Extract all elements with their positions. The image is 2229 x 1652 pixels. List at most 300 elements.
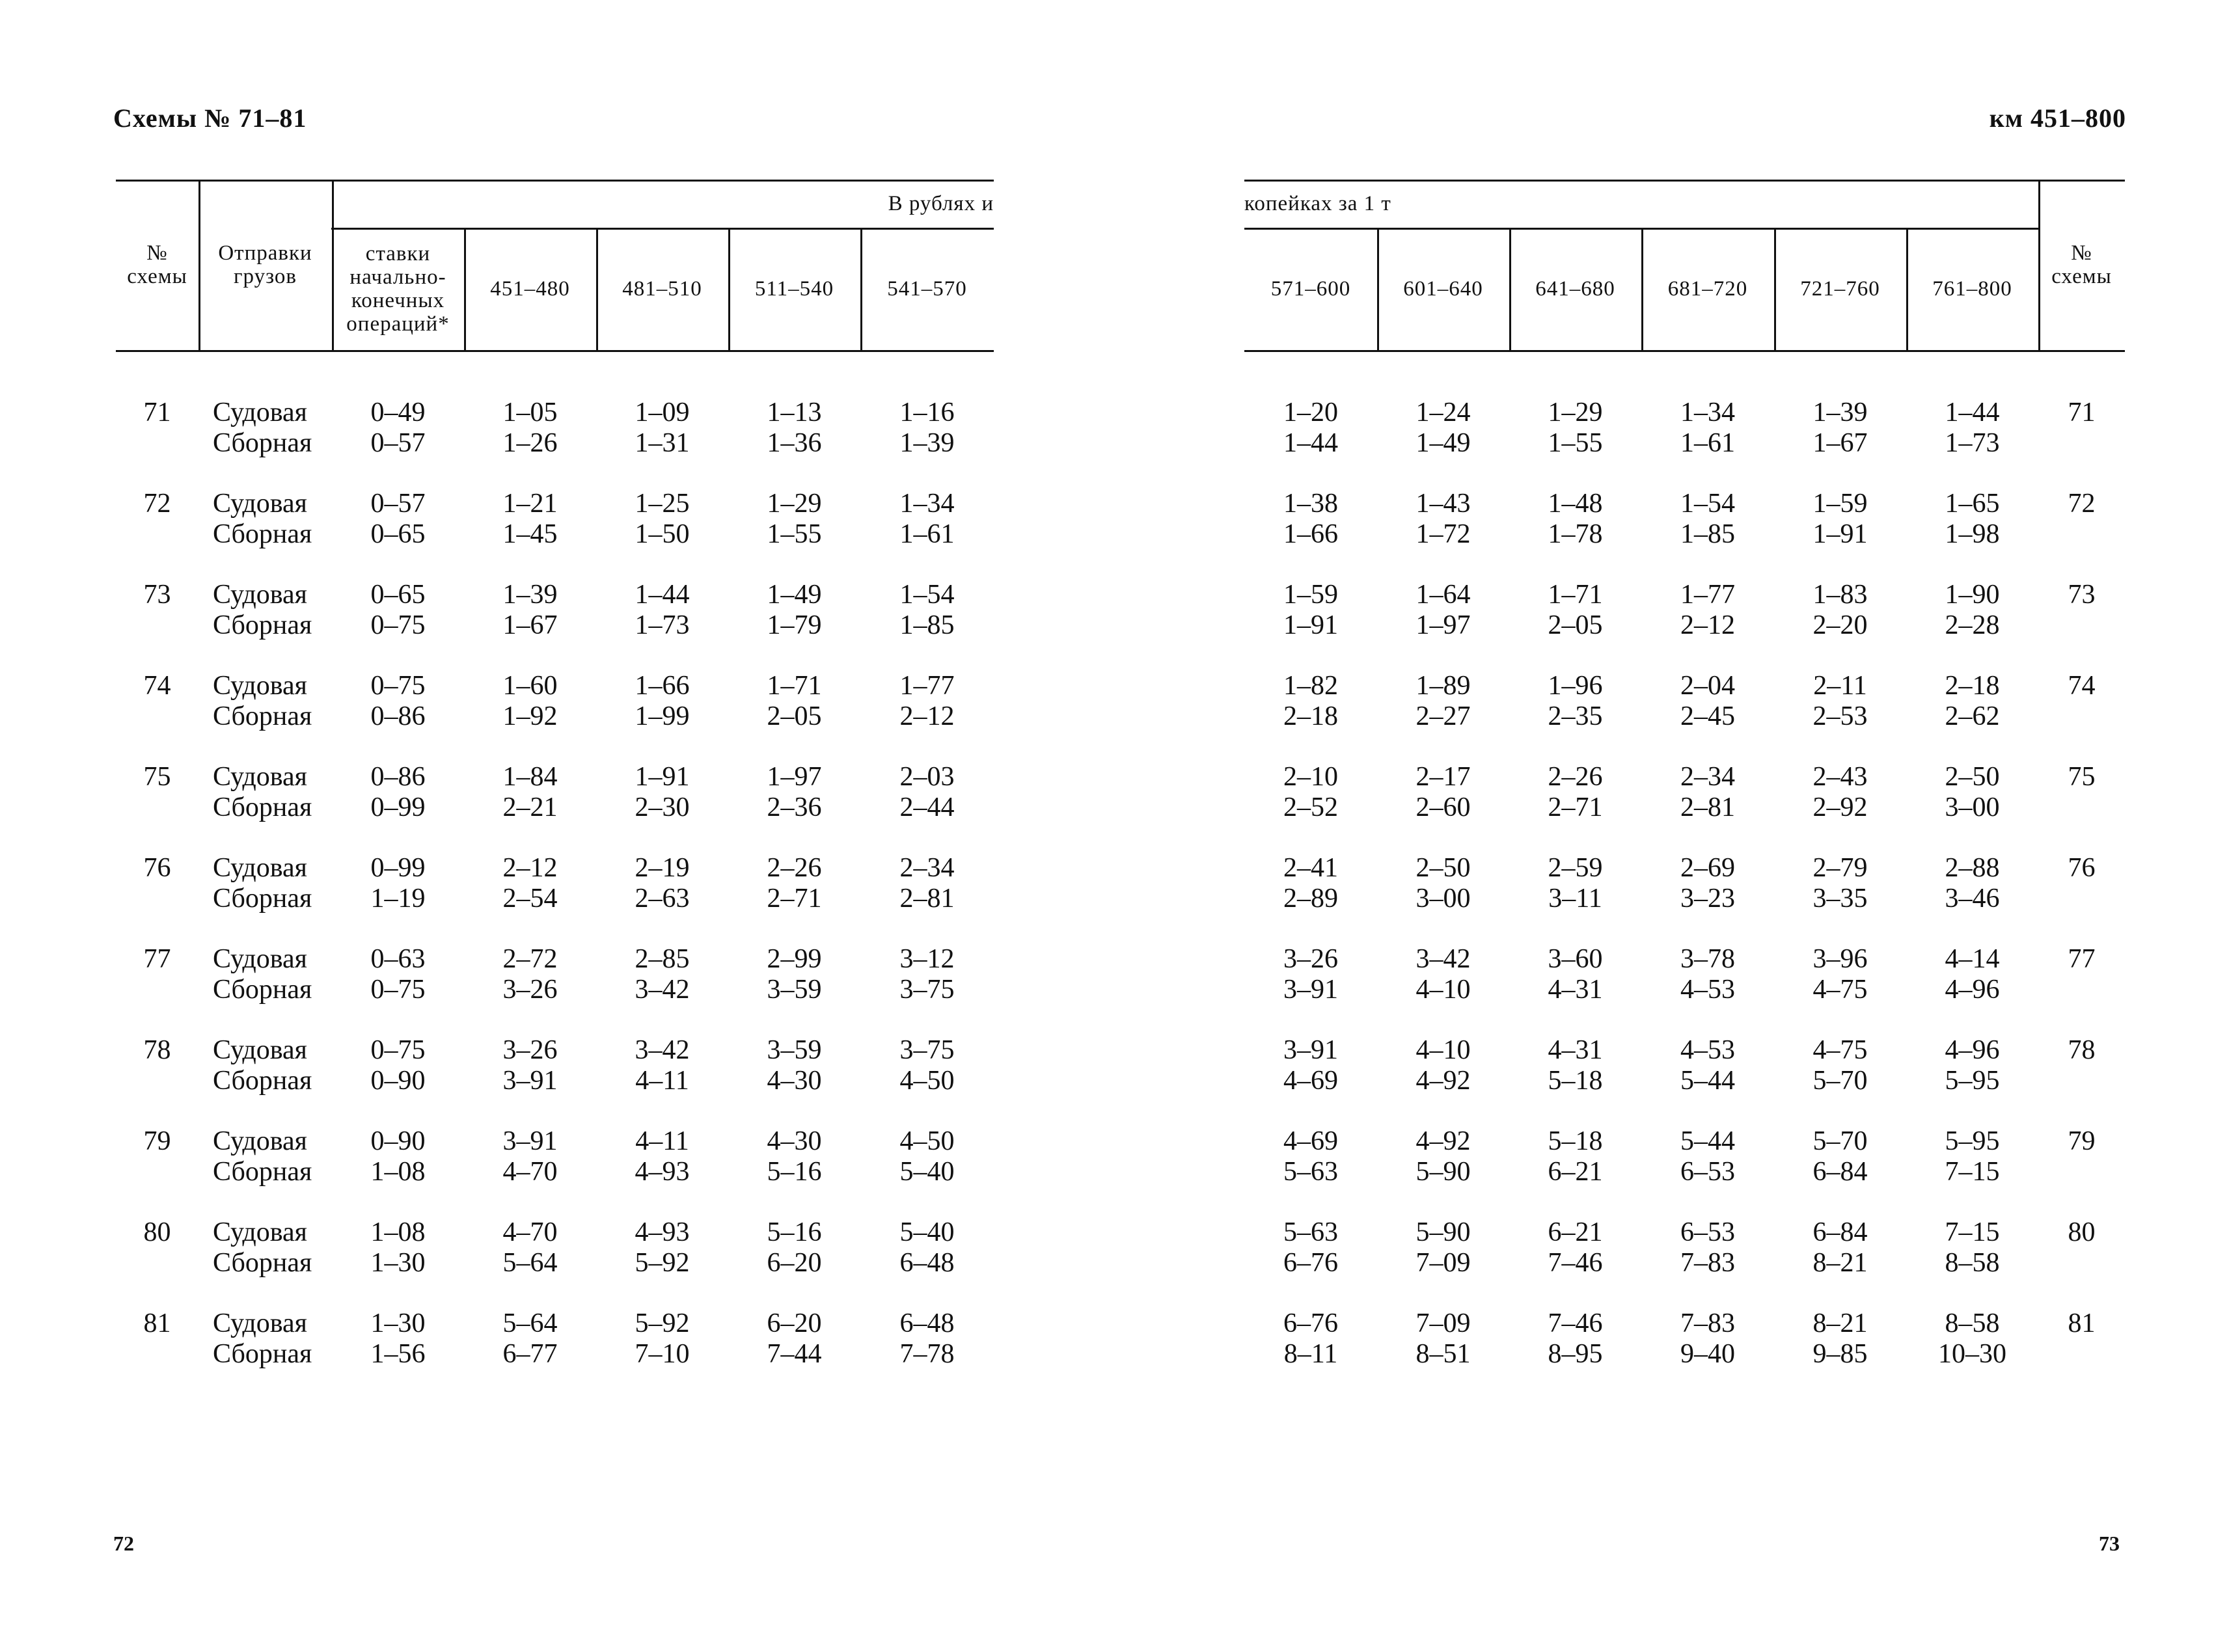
page-number-right: 73 (2099, 1532, 2120, 1555)
header-km-range-left-2: 511–540 (754, 277, 834, 301)
rate-cell-left: 2–21 (502, 792, 558, 822)
rate-cell-right: 3–78 (1680, 944, 1735, 974)
rate-cell-left: 2–36 (767, 792, 822, 822)
rate-cell-right: 1–64 (1415, 580, 1471, 610)
rate-cell-left: 1–16 (899, 398, 955, 427)
rate-cell-right: 1–44 (1283, 428, 1338, 458)
rate-cell-left: 1–45 (502, 519, 558, 549)
rate-cell-right: 5–70 (1812, 1066, 1868, 1096)
rate-cell-left: 1–34 (899, 489, 955, 519)
rate-cell-right: 2–28 (1945, 610, 2000, 640)
page-number-left: 72 (113, 1532, 134, 1555)
rate-cell-right: 8–51 (1415, 1339, 1471, 1369)
header-km-range-right-0: 571–600 (1270, 277, 1351, 301)
rate-cell-right: 3–91 (1283, 1035, 1338, 1065)
rate-cell-right: 1–59 (1283, 580, 1338, 610)
initial-rate: 1–30 (370, 1248, 426, 1278)
rate-cell-right: 5–44 (1680, 1066, 1735, 1096)
rate-cell-right: 6–21 (1548, 1217, 1603, 1247)
shipment-type: Сборная (213, 792, 312, 822)
rate-cell-right: 5–95 (1945, 1126, 2000, 1156)
rate-cell-left: 2–12 (899, 701, 955, 731)
initial-rate: 0–57 (370, 428, 426, 458)
rate-cell-left: 3–59 (767, 975, 822, 1005)
rate-cell-left: 5–64 (502, 1248, 558, 1278)
shipment-type: Судовая (213, 853, 307, 883)
rate-cell-right: 5–90 (1415, 1157, 1471, 1187)
initial-rate: 0–86 (370, 701, 426, 731)
rate-cell-right: 4–96 (1945, 1035, 2000, 1065)
rate-cell-right: 2–11 (1813, 671, 1867, 701)
initial-rate: 0–75 (370, 671, 426, 701)
rate-cell-right: 2–34 (1680, 762, 1735, 792)
rate-cell-right: 2–12 (1680, 610, 1735, 640)
rate-cell-left: 1–91 (635, 762, 690, 792)
initial-rate: 0–99 (370, 853, 426, 883)
header-span-left: В рублях и (888, 192, 994, 215)
rate-cell-right: 10–30 (1938, 1339, 2006, 1369)
rate-cell-left: 2–30 (635, 792, 690, 822)
rate-cell-right: 4–75 (1812, 1035, 1868, 1065)
rate-cell-right: 7–83 (1680, 1308, 1735, 1338)
scheme-number-right: 71 (2068, 398, 2096, 427)
rate-cell-right: 3–26 (1283, 944, 1338, 974)
rate-cell-left: 2–44 (899, 792, 955, 822)
rate-cell-right: 1–90 (1945, 580, 2000, 610)
header-scheme-no: № схемы (127, 241, 187, 288)
rate-cell-right: 1–54 (1680, 489, 1735, 519)
rate-cell-right: 3–42 (1415, 944, 1471, 974)
rate-cell-right: 8–11 (1283, 1339, 1338, 1369)
rate-cell-left: 1–67 (502, 610, 558, 640)
rate-cell-left: 1–61 (899, 519, 955, 549)
scheme-number: 76 (143, 853, 171, 883)
shipment-type: Сборная (213, 1157, 312, 1187)
rate-cell-right: 1–38 (1283, 489, 1338, 519)
rate-cell-right: 5–95 (1945, 1066, 2000, 1096)
scheme-number-right: 74 (2068, 671, 2096, 701)
rate-cell-left: 2–26 (767, 853, 822, 883)
rate-cell-right: 4–14 (1945, 944, 2000, 974)
shipment-type: Сборная (213, 519, 312, 549)
rate-cell-left: 2–85 (635, 944, 690, 974)
rate-cell-right: 1–29 (1548, 398, 1603, 427)
scheme-number: 73 (143, 580, 171, 610)
rate-cell-right: 6–53 (1680, 1217, 1735, 1247)
rate-cell-left: 5–92 (635, 1248, 690, 1278)
rate-cell-right: 9–85 (1812, 1339, 1868, 1369)
scheme-number-right: 81 (2068, 1308, 2096, 1338)
rate-cell-right: 2–17 (1415, 762, 1471, 792)
rate-cell-right: 8–21 (1812, 1248, 1868, 1278)
header-km-range-left-0: 451–480 (490, 277, 570, 301)
scheme-number-right: 78 (2068, 1035, 2096, 1065)
rate-cell-left: 5–40 (899, 1217, 955, 1247)
rate-cell-left: 3–91 (502, 1126, 558, 1156)
rate-cell-right: 4–53 (1680, 1035, 1735, 1065)
rate-cell-left: 2–71 (767, 884, 822, 914)
header-scheme-no-right: № схемы (2051, 241, 2112, 288)
rate-cell-left: 2–99 (767, 944, 822, 974)
initial-rate: 1–30 (370, 1308, 426, 1338)
scheme-number-right: 75 (2068, 762, 2096, 792)
rate-cell-right: 1–67 (1812, 428, 1868, 458)
shipment-type: Сборная (213, 1066, 312, 1096)
rate-cell-left: 1–73 (635, 610, 690, 640)
rate-cell-right: 4–96 (1945, 975, 2000, 1005)
rate-cell-left: 7–78 (899, 1339, 955, 1369)
rate-cell-right: 1–20 (1283, 398, 1338, 427)
rate-cell-left: 1–49 (767, 580, 822, 610)
shipment-type: Сборная (213, 884, 312, 914)
rate-cell-left: 1–84 (502, 762, 558, 792)
rate-cell-right: 1–82 (1283, 671, 1338, 701)
rate-cell-right: 2–50 (1945, 762, 2000, 792)
scheme-number: 75 (143, 762, 171, 792)
rate-cell-left: 4–11 (635, 1066, 689, 1096)
rate-cell-left: 4–30 (767, 1126, 822, 1156)
rate-cell-right: 7–15 (1945, 1217, 2000, 1247)
rate-cell-right: 6–84 (1812, 1157, 1868, 1187)
rate-cell-right: 2–10 (1283, 762, 1338, 792)
rate-cell-right: 5–90 (1415, 1217, 1471, 1247)
rate-cell-right: 3–11 (1548, 884, 1602, 914)
rate-cell-right: 5–18 (1548, 1126, 1603, 1156)
rate-cell-right: 1–91 (1283, 610, 1338, 640)
header-bottom-rule-left (116, 350, 994, 352)
header-bottom-rule-right (1244, 350, 2125, 352)
shipment-type: Судовая (213, 1035, 307, 1065)
scheme-number: 81 (143, 1308, 171, 1338)
rate-cell-right: 2–50 (1415, 853, 1471, 883)
rate-cell-left: 1–21 (502, 489, 558, 519)
scheme-number-right: 73 (2068, 580, 2096, 610)
initial-rate: 0–75 (370, 975, 426, 1005)
scheme-number: 72 (143, 489, 171, 519)
rate-cell-right: 2–45 (1680, 701, 1735, 731)
rate-cell-right: 2–79 (1812, 853, 1868, 883)
rate-cell-right: 4–31 (1548, 975, 1603, 1005)
header-rates-initial: ставки начально-конечных операций* (346, 242, 450, 336)
scheme-number-right: 80 (2068, 1217, 2096, 1247)
header-km-range-left-3: 541–570 (887, 277, 967, 301)
scheme-number-right: 72 (2068, 489, 2096, 519)
rate-cell-left: 1–26 (502, 428, 558, 458)
rate-cell-right: 2–18 (1283, 701, 1338, 731)
rate-cell-left: 2–72 (502, 944, 558, 974)
initial-rate: 1–08 (370, 1157, 426, 1187)
rate-cell-right: 6–53 (1680, 1157, 1735, 1187)
rate-cell-right: 4–69 (1283, 1066, 1338, 1096)
rate-cell-left: 2–05 (767, 701, 822, 731)
shipment-type: Судовая (213, 762, 307, 792)
header-shipment: Отправки грузов (218, 241, 312, 288)
initial-rate: 0–86 (370, 762, 426, 792)
initial-rate: 1–19 (370, 884, 426, 914)
rate-cell-left: 5–16 (767, 1157, 822, 1187)
scheme-number-right: 79 (2068, 1126, 2096, 1156)
rate-cell-right: 1–65 (1945, 489, 2000, 519)
rate-cell-right: 6–21 (1548, 1157, 1603, 1187)
initial-rate: 0–65 (370, 580, 426, 610)
rate-cell-right: 7–15 (1945, 1157, 2000, 1187)
rate-cell-right: 2–41 (1283, 853, 1338, 883)
rate-cell-left: 3–42 (635, 1035, 690, 1065)
rate-cell-right: 8–95 (1548, 1339, 1603, 1369)
rate-cell-right: 1–85 (1680, 519, 1735, 549)
page-header-right: км 451–800 (1989, 103, 2126, 133)
rate-cell-left: 6–48 (899, 1248, 955, 1278)
rate-cell-right: 1–43 (1415, 489, 1471, 519)
rate-cell-left: 6–20 (767, 1248, 822, 1278)
initial-rate: 1–56 (370, 1339, 426, 1369)
rate-cell-right: 7–46 (1548, 1308, 1603, 1338)
rate-cell-right: 1–44 (1945, 398, 2000, 427)
rate-cell-right: 4–69 (1283, 1126, 1338, 1156)
rate-cell-left: 1–54 (899, 580, 955, 610)
rate-cell-left: 1–31 (635, 428, 690, 458)
rate-cell-right: 1–72 (1415, 519, 1471, 549)
rate-cell-right: 1–78 (1548, 519, 1603, 549)
rate-cell-left: 3–12 (899, 944, 955, 974)
rate-cell-right: 7–09 (1415, 1308, 1471, 1338)
initial-rate: 0–75 (370, 1035, 426, 1065)
rate-cell-right: 4–75 (1812, 975, 1868, 1005)
rate-cell-right: 2–05 (1548, 610, 1603, 640)
initial-rate: 0–99 (370, 792, 426, 822)
rate-cell-left: 2–63 (635, 884, 690, 914)
rate-cell-left: 5–16 (767, 1217, 822, 1247)
rate-cell-right: 7–09 (1415, 1248, 1471, 1278)
header-km-range-right-3: 681–720 (1667, 277, 1748, 301)
header-km-range-right-2: 641–680 (1535, 277, 1615, 301)
shipment-type: Сборная (213, 1248, 312, 1278)
rate-cell-right: 1–61 (1680, 428, 1735, 458)
rate-cell-left: 1–29 (767, 489, 822, 519)
rate-cell-left: 4–30 (767, 1066, 822, 1096)
rate-cell-right: 2–88 (1945, 853, 2000, 883)
rate-cell-right: 4–10 (1415, 975, 1471, 1005)
rate-cell-right: 6–84 (1812, 1217, 1868, 1247)
shipment-type: Сборная (213, 610, 312, 640)
rate-cell-right: 7–83 (1680, 1248, 1735, 1278)
rate-cell-right: 2–69 (1680, 853, 1735, 883)
rate-cell-right: 1–59 (1812, 489, 1868, 519)
rate-cell-left: 2–03 (899, 762, 955, 792)
shipment-type: Сборная (213, 428, 312, 458)
shipment-type: Судовая (213, 1126, 307, 1156)
rate-cell-right: 5–44 (1680, 1126, 1735, 1156)
rate-cell-right: 2–20 (1812, 610, 1868, 640)
rate-cell-left: 1–09 (635, 398, 690, 427)
scheme-number: 74 (143, 671, 171, 701)
scheme-number: 77 (143, 944, 171, 974)
header-km-range-right-4: 721–760 (1800, 277, 1880, 301)
rate-cell-right: 2–18 (1945, 671, 2000, 701)
rate-cell-right: 2–60 (1415, 792, 1471, 822)
rate-cell-left: 1–99 (635, 701, 690, 731)
rate-cell-right: 8–58 (1945, 1308, 2000, 1338)
rate-cell-right: 1–48 (1548, 489, 1603, 519)
initial-rate: 0–65 (370, 519, 426, 549)
rate-cell-right: 1–83 (1812, 580, 1868, 610)
rate-cell-right: 5–63 (1283, 1157, 1338, 1187)
header-km-range-right-5: 761–800 (1932, 277, 2012, 301)
shipment-type: Судовая (213, 489, 307, 519)
initial-rate: 0–75 (370, 610, 426, 640)
rate-cell-left: 1–66 (635, 671, 690, 701)
rate-cell-right: 5–70 (1812, 1126, 1868, 1156)
rate-cell-left: 4–50 (899, 1126, 955, 1156)
rate-cell-left: 1–77 (899, 671, 955, 701)
rate-cell-right: 3–23 (1680, 884, 1735, 914)
scheme-number: 71 (143, 398, 171, 427)
rate-cell-left: 1–05 (502, 398, 558, 427)
rate-cell-right: 1–73 (1945, 428, 2000, 458)
rate-cell-right: 2–92 (1812, 792, 1868, 822)
rate-cell-right: 1–66 (1283, 519, 1338, 549)
initial-rate: 0–90 (370, 1066, 426, 1096)
rate-cell-left: 4–70 (502, 1157, 558, 1187)
rate-cell-right: 8–58 (1945, 1248, 2000, 1278)
scheme-number: 78 (143, 1035, 171, 1065)
rate-cell-right: 9–40 (1680, 1339, 1735, 1369)
shipment-type: Сборная (213, 701, 312, 731)
rate-cell-right: 3–35 (1812, 884, 1868, 914)
rate-cell-right: 1–49 (1415, 428, 1471, 458)
rate-cell-left: 1–50 (635, 519, 690, 549)
header-span-right: копейках за 1 т (1244, 192, 1391, 215)
rate-cell-right: 1–71 (1548, 580, 1603, 610)
rate-cell-left: 2–54 (502, 884, 558, 914)
rate-cell-right: 3–00 (1415, 884, 1471, 914)
rate-cell-left: 2–34 (899, 853, 955, 883)
scheme-number: 79 (143, 1126, 171, 1156)
rate-cell-left: 4–50 (899, 1066, 955, 1096)
rate-cell-right: 4–10 (1415, 1035, 1471, 1065)
rate-cell-right: 2–04 (1680, 671, 1735, 701)
rate-cell-left: 6–77 (502, 1339, 558, 1369)
rate-cell-left: 7–10 (635, 1339, 690, 1369)
scheme-number-right: 76 (2068, 853, 2096, 883)
rate-cell-right: 1–97 (1415, 610, 1471, 640)
rate-cell-right: 2–26 (1548, 762, 1603, 792)
rate-cell-right: 1–89 (1415, 671, 1471, 701)
shipment-type: Судовая (213, 671, 307, 701)
rate-cell-right: 1–55 (1548, 428, 1603, 458)
initial-rate: 0–63 (370, 944, 426, 974)
rate-cell-right: 2–52 (1283, 792, 1338, 822)
rate-cell-left: 3–42 (635, 975, 690, 1005)
rate-cell-right: 2–43 (1812, 762, 1868, 792)
rate-cell-right: 1–98 (1945, 519, 2000, 549)
rate-cell-left: 4–11 (635, 1126, 689, 1156)
rate-cell-left: 3–75 (899, 975, 955, 1005)
rate-cell-left: 5–64 (502, 1308, 558, 1338)
rate-cell-right: 3–96 (1812, 944, 1868, 974)
shipment-type: Судовая (213, 944, 307, 974)
rate-cell-left: 1–25 (635, 489, 690, 519)
rate-cell-left: 1–44 (635, 580, 690, 610)
rate-cell-right: 1–39 (1812, 398, 1868, 427)
rate-cell-left: 5–92 (635, 1308, 690, 1338)
shipment-type: Судовая (213, 1308, 307, 1338)
rate-cell-left: 1–13 (767, 398, 822, 427)
rate-cell-right: 3–46 (1945, 884, 2000, 914)
shipment-type: Судовая (213, 580, 307, 610)
rate-cell-right: 4–31 (1548, 1035, 1603, 1065)
rate-cell-left: 1–39 (899, 428, 955, 458)
rate-cell-right: 2–62 (1945, 701, 2000, 731)
rate-cell-right: 7–46 (1548, 1248, 1603, 1278)
rate-cell-left: 3–26 (502, 975, 558, 1005)
rate-cell-left: 3–91 (502, 1066, 558, 1096)
initial-rate: 1–08 (370, 1217, 426, 1247)
shipment-type: Судовая (213, 1217, 307, 1247)
rate-cell-right: 4–92 (1415, 1066, 1471, 1096)
rate-cell-right: 3–00 (1945, 792, 2000, 822)
rate-cell-left: 3–59 (767, 1035, 822, 1065)
rate-cell-right: 1–77 (1680, 580, 1735, 610)
initial-rate: 0–57 (370, 489, 426, 519)
rate-cell-right: 4–92 (1415, 1126, 1471, 1156)
rate-cell-right: 2–59 (1548, 853, 1603, 883)
header-km-range-left-1: 481–510 (622, 277, 702, 301)
rate-cell-right: 2–89 (1283, 884, 1338, 914)
rate-cell-right: 5–18 (1548, 1066, 1603, 1096)
rate-cell-right: 2–35 (1548, 701, 1603, 731)
rate-cell-left: 6–48 (899, 1308, 955, 1338)
rate-cell-left: 4–93 (635, 1157, 690, 1187)
page-header-left: Схемы № 71–81 (113, 103, 307, 133)
initial-rate: 0–49 (370, 398, 426, 427)
rate-cell-right: 5–63 (1283, 1217, 1338, 1247)
rate-cell-left: 3–75 (899, 1035, 955, 1065)
rate-cell-left: 3–26 (502, 1035, 558, 1065)
rate-cell-left: 1–39 (502, 580, 558, 610)
scheme-number: 80 (143, 1217, 171, 1247)
rate-cell-right: 3–60 (1548, 944, 1603, 974)
rate-cell-left: 6–20 (767, 1308, 822, 1338)
rate-cell-left: 2–81 (899, 884, 955, 914)
rate-cell-right: 1–24 (1415, 398, 1471, 427)
rate-cell-left: 1–97 (767, 762, 822, 792)
header-km-range-right-1: 601–640 (1403, 277, 1483, 301)
rate-cell-right: 2–71 (1548, 792, 1603, 822)
rate-cell-left: 4–93 (635, 1217, 690, 1247)
rate-cell-left: 1–55 (767, 519, 822, 549)
rate-cell-right: 6–76 (1283, 1308, 1338, 1338)
rate-cell-left: 1–36 (767, 428, 822, 458)
rate-cell-left: 7–44 (767, 1339, 822, 1369)
rate-cell-right: 2–27 (1415, 701, 1471, 731)
rate-cell-right: 8–21 (1812, 1308, 1868, 1338)
shipment-type: Сборная (213, 1339, 312, 1369)
initial-rate: 0–90 (370, 1126, 426, 1156)
rate-cell-left: 1–92 (502, 701, 558, 731)
scheme-number-right: 77 (2068, 944, 2096, 974)
rate-cell-right: 1–96 (1548, 671, 1603, 701)
rate-cell-right: 2–53 (1812, 701, 1868, 731)
shipment-type: Сборная (213, 975, 312, 1005)
rate-cell-right: 3–91 (1283, 975, 1338, 1005)
rate-cell-right: 4–53 (1680, 975, 1735, 1005)
rate-cell-left: 2–12 (502, 853, 558, 883)
rate-cell-left: 2–19 (635, 853, 690, 883)
rate-cell-right: 2–81 (1680, 792, 1735, 822)
rate-cell-right: 1–91 (1812, 519, 1868, 549)
rate-cell-left: 5–40 (899, 1157, 955, 1187)
